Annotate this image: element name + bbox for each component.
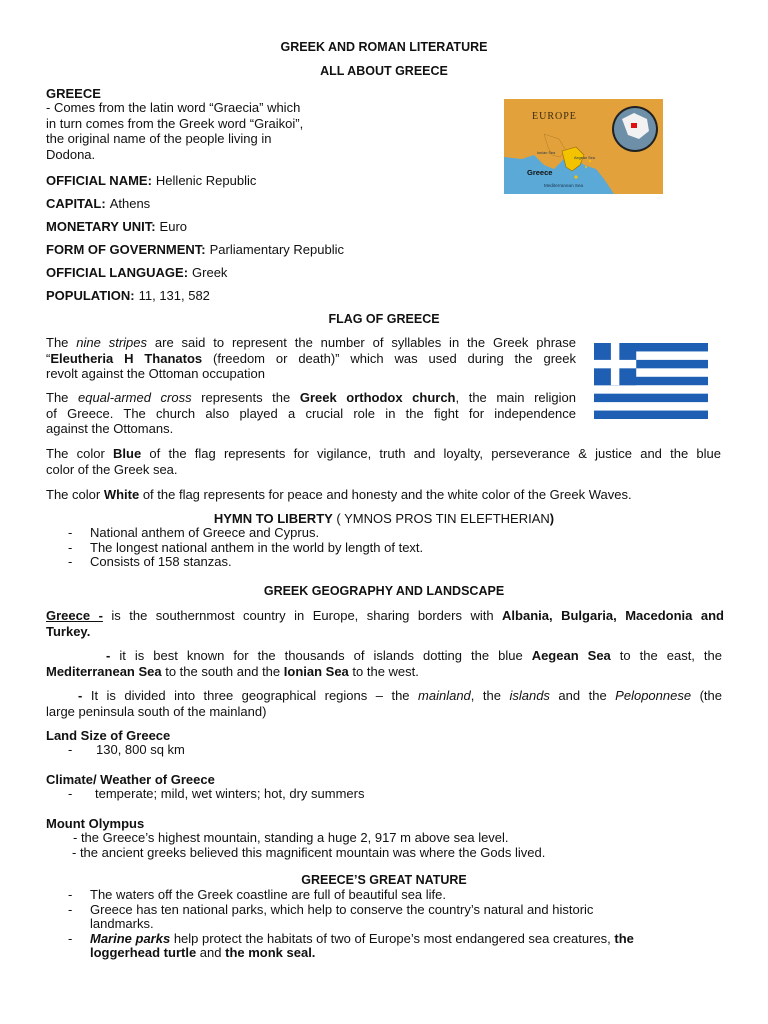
text-run: - [106, 648, 120, 663]
etymology-line: Dodona. [46, 146, 96, 162]
text-run: mainland [418, 688, 471, 703]
map-label-aegean: Aegean Sea [574, 156, 595, 160]
text-run: Turkey. [46, 623, 91, 639]
list-item-text: Consists of 158 stanzas. [90, 554, 232, 569]
map-label-europe: EUROPE [532, 111, 577, 122]
text-run: Marine parks [90, 930, 171, 946]
flag-section-title: FLAG OF GREECE [328, 312, 440, 326]
text-run: (the [691, 688, 722, 703]
list-item [46, 787, 546, 802]
dash-bullet: - [68, 887, 73, 902]
list-item [46, 903, 706, 932]
land-size-heading: Land Size of Greece [46, 728, 171, 743]
text-run: the monk seal. [225, 945, 316, 960]
map-label-greece: Greece [527, 168, 553, 177]
fact-value: Greek [192, 265, 228, 280]
fact-label: OFFICIAL LANGUAGE: [46, 265, 189, 280]
list-item-text: landmarks. [90, 916, 154, 931]
text-run: equal-armed cross [77, 390, 192, 405]
list-item [46, 888, 706, 903]
europe-map-image [504, 99, 663, 194]
text-run: The [46, 335, 77, 350]
dash-bullet: - [68, 901, 73, 917]
fact-label: FORM OF GOVERNMENT: [46, 242, 206, 257]
dash-bullet: - [68, 554, 73, 569]
text-run: to the east, the [610, 648, 722, 663]
etymology-line: - Comes from the latin word “Graecia” which [46, 100, 301, 115]
text-run: the [614, 930, 634, 946]
europe-map-svg [504, 99, 663, 194]
text-run: help protect the habitats of two of Europe’s most endangered sea creatures, [170, 930, 615, 946]
text-run: Eleutheria H Thanatos [50, 350, 203, 366]
text-run: of Greece. The church also played a crucial role in the fight for independence [46, 405, 576, 421]
etymology-line: in turn comes from the Greek word “Graikoi”, [46, 115, 304, 131]
document-title: GREEK AND ROMAN LITERATURE [280, 40, 488, 54]
list-item-text: The waters off the Greek coastline are full of beautiful sea life. [90, 887, 447, 902]
text-run: Greek orthodox church [299, 390, 456, 405]
map-label-ionian: Ionian Sea [537, 151, 556, 155]
fact-value: 11, 131, 582 [138, 288, 210, 303]
flag-stripe [594, 411, 708, 419]
flag-white-paragraph [46, 487, 726, 503]
dash-bullet: - [68, 742, 73, 757]
fact-population [46, 288, 210, 303]
olympus-line-2: - the ancient greeks believed this magnificent mountain was where the Gods lived. [72, 845, 546, 860]
olympus-heading: Mount Olympus [46, 816, 145, 831]
list-item [46, 743, 546, 758]
fact-language [46, 265, 227, 280]
text-run: loggerhead turtle [90, 945, 197, 960]
fact-label: MONETARY UNIT: [46, 219, 156, 234]
text-run: is the southernmost country in Europe, sharing borders with [102, 608, 503, 623]
list-item-text: Greece has ten national parks, which help to conserve the country’s natural and historic [90, 901, 594, 917]
text-run: (freedom or death)” which was used during the greek [202, 350, 577, 366]
map-island [589, 160, 591, 162]
text-run: , the [470, 688, 510, 703]
document-subtitle: ALL ABOUT GREECE [320, 64, 448, 78]
fact-label: CAPITAL: [46, 196, 106, 211]
text-run: to the west. [348, 663, 419, 679]
text-run: and [196, 945, 226, 960]
greece-etymology [46, 100, 346, 162]
list-item-text: temperate; mild, wet winters; hot, dry summers [95, 786, 365, 801]
text-run: of the flag represents for peace and honesty and the white color of the Greek Waves. [139, 487, 632, 502]
fact-value: Parliamentary Republic [209, 242, 345, 257]
climate-list [46, 787, 546, 802]
greece-heading: GREECE [46, 86, 101, 101]
list-item [46, 526, 706, 541]
fact-label: OFFICIAL NAME: [46, 173, 152, 188]
dash-bullet: - [68, 525, 73, 540]
fact-monetary-unit [46, 219, 187, 234]
map-island [585, 166, 587, 168]
list-item-text: National anthem of Greece and Cyprus. [90, 525, 320, 540]
map-crete [574, 175, 577, 178]
text-run: against the Ottomans. [46, 421, 174, 436]
text-run: revolt against the Ottoman occupation [46, 366, 265, 381]
list-item-text: The longest national anthem in the world by length of text. [90, 539, 424, 555]
map-label-sea: Mediterranean Sea [544, 183, 584, 188]
map-globe-marker [631, 123, 637, 128]
climate-heading: Climate/ Weather of Greece [46, 772, 215, 787]
text-run: Albania, Bulgaria, Macedonia and [502, 608, 724, 623]
text-run: The [46, 390, 78, 405]
dash-bullet: - [68, 930, 73, 946]
fact-capital [46, 196, 150, 211]
flag-stripes-paragraph [46, 335, 576, 382]
geo-borders-paragraph [46, 608, 724, 639]
text-run: islands [509, 688, 550, 703]
text-run: HYMN TO LIBERTY [213, 511, 333, 526]
text-run: of the flag represents for vigilance, truth and loyalty, perseverance & justice and the blue [141, 446, 721, 461]
list-item-text: 130, 800 sq km [96, 742, 185, 757]
flag-cross-horizontal [594, 360, 636, 368]
fact-government [46, 242, 344, 257]
list-item [46, 932, 706, 961]
list-item [46, 555, 706, 570]
greek-flag-image [594, 343, 708, 419]
fact-value: Euro [159, 219, 188, 234]
olympus-line-1: - the Greece’s highest mountain, standing a huge 2, 917 m above sea level. [73, 830, 509, 845]
geo-section-title: GREEK GEOGRAPHY AND LANDSCAPE [263, 584, 505, 598]
text-run: , the main religion [455, 390, 577, 405]
fact-official-name [46, 173, 256, 188]
text-run: White [103, 487, 140, 502]
text-run: large peninsula south of the mainland) [46, 703, 267, 719]
text-run: Blue [113, 446, 142, 461]
nature-list [46, 888, 706, 961]
flag-blue-paragraph [46, 446, 721, 477]
text-run: ( YMNOS PROS TIN ELEFTHERIAN [332, 511, 550, 526]
geo-seas-paragraph [46, 648, 722, 679]
text-run: ) [549, 511, 555, 526]
text-run: Mediterranean Sea [46, 663, 162, 679]
hymn-title [0, 511, 768, 526]
text-run: nine stripes [76, 335, 148, 350]
text-run: represents the [191, 390, 300, 405]
text-run: to the south and the [161, 663, 284, 679]
text-run: “ [46, 350, 51, 366]
geo-regions-paragraph [46, 688, 722, 719]
nature-section-title: GREECE’S GREAT NATURE [301, 873, 467, 887]
text-run: Ionian Sea [283, 663, 349, 679]
text-run: and the [549, 688, 616, 703]
text-run: it is best known for the thousands of islands dotting the blue [119, 648, 532, 663]
text-run: The color [46, 487, 104, 502]
text-run: It is divided into three geographical regions – the [90, 688, 419, 703]
dash-bullet: - [68, 786, 73, 801]
flag-stripe [594, 394, 708, 402]
fact-value: Hellenic Republic [155, 173, 257, 188]
text-run: color of the Greek sea. [46, 461, 178, 477]
land-size-list [46, 743, 546, 758]
etymology-line: the original name of the people living in [46, 131, 272, 146]
text-run: Peloponnese [615, 688, 692, 703]
text-run: are said to represent the number of syllables in the Greek phrase [147, 335, 576, 350]
text-run: Greece - [46, 608, 103, 623]
dash-bullet: - [68, 539, 73, 555]
text-run: - [78, 688, 91, 703]
text-run: Aegean Sea [531, 648, 611, 663]
list-item [46, 541, 706, 556]
hymn-list [46, 526, 706, 570]
fact-value: Athens [109, 196, 151, 211]
text-run: The color [46, 446, 114, 461]
flag-cross-paragraph [46, 390, 576, 437]
fact-label: POPULATION: [46, 288, 135, 303]
